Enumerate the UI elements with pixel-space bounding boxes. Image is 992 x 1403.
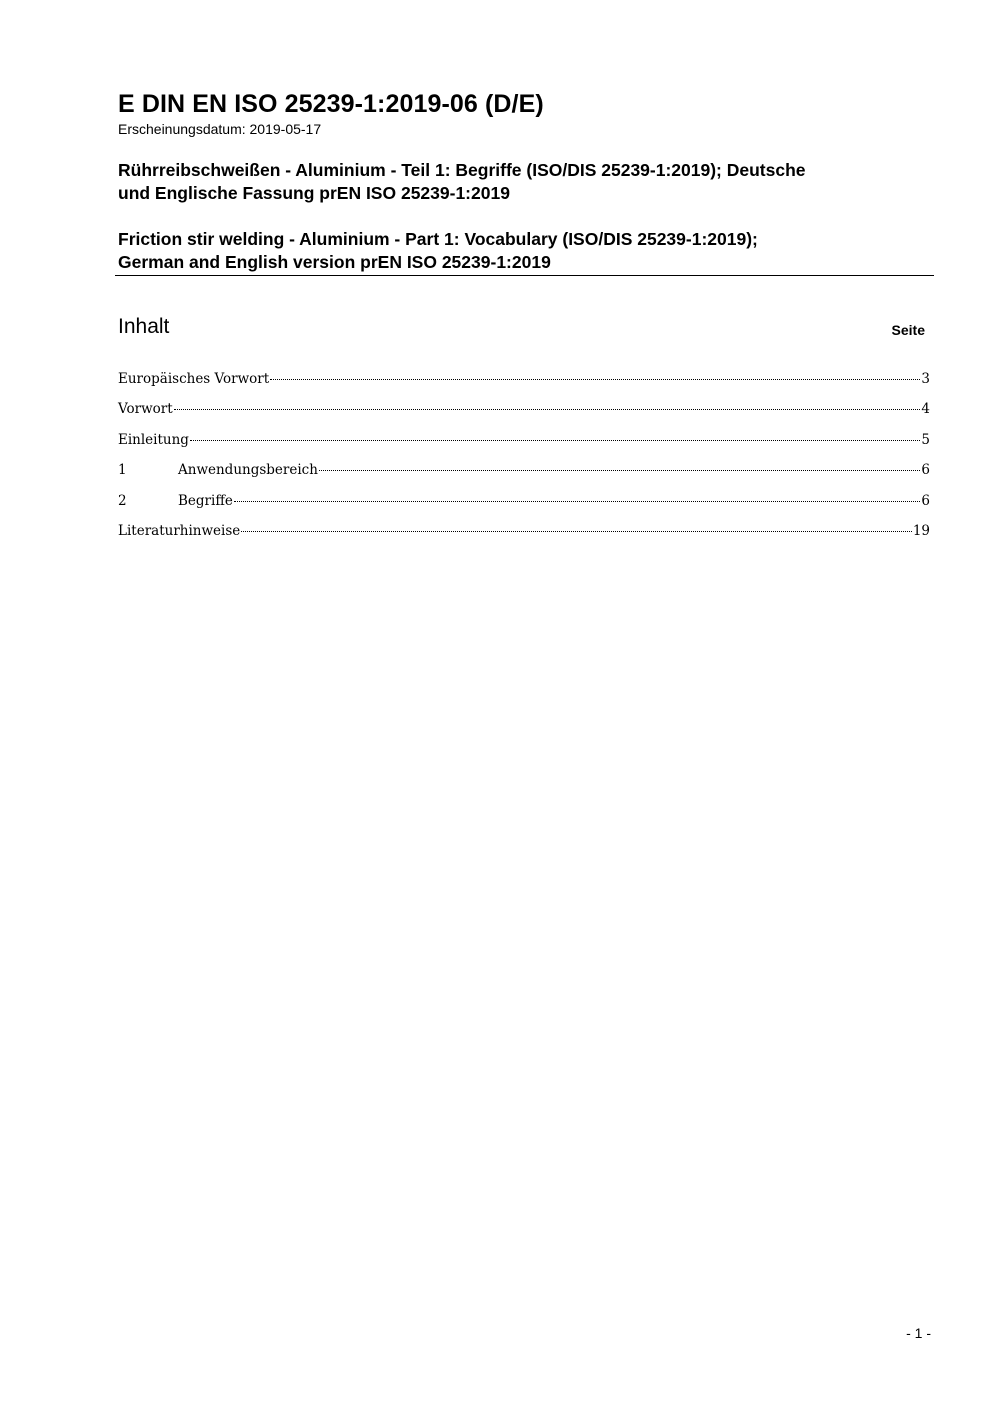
toc-entry-page: 6 — [921, 492, 930, 509]
toc-entry-label: Europäisches Vorwort — [118, 371, 270, 387]
toc-entry-europaeisches-vorwort[interactable] — [118, 371, 930, 401]
toc-entry-label: Vorwort — [118, 401, 173, 418]
title-german-line-1: Rührreibschweißen - Aluminium - Teil 1: Begriffe (ISO/DIS 25239-1:2019); Deutsche — [118, 160, 806, 180]
toc-entry-label: Anwendungsbereich — [178, 462, 318, 479]
title-german — [118, 159, 938, 205]
toc-entry-label: Begriffe — [178, 492, 233, 509]
toc-entry-anwendungsbereich[interactable] — [118, 462, 930, 492]
toc-entry-literaturhinweise[interactable] — [118, 523, 930, 553]
toc-entry-vorwort[interactable] — [118, 401, 930, 431]
document-id: E DIN EN ISO 25239-1:2019-06 (D/E) — [118, 90, 544, 118]
toc-heading: Inhalt — [118, 315, 170, 338]
toc-entry-begriffe[interactable] — [118, 493, 930, 523]
toc-entry-einleitung[interactable] — [118, 432, 930, 462]
toc-dot-leader — [234, 501, 921, 502]
table-of-contents — [118, 371, 930, 553]
toc-entry-number: 1 — [118, 462, 127, 479]
toc-dot-leader — [270, 379, 920, 380]
toc-dot-leader — [190, 440, 920, 441]
publication-date: Erscheinungsdatum: 2019-05-17 — [118, 121, 322, 137]
header-divider — [115, 275, 934, 276]
toc-dot-leader — [241, 531, 912, 532]
toc-entry-page: 6 — [921, 462, 930, 479]
toc-dot-leader — [174, 409, 921, 410]
toc-entry-page: 5 — [921, 431, 930, 448]
title-german-line-2: und Englische Fassung prEN ISO 25239-1:2019 — [118, 183, 510, 203]
toc-entry-page: 3 — [921, 371, 930, 387]
page-number: - 1 - — [906, 1325, 931, 1341]
title-english — [118, 228, 938, 274]
title-english-line-2: German and English version prEN ISO 25239-1:2019 — [118, 252, 551, 272]
toc-entry-page: 4 — [921, 401, 930, 418]
toc-entry-page: 19 — [912, 522, 930, 539]
toc-page-column-label: Seite — [891, 322, 925, 338]
toc-dot-leader — [319, 470, 920, 471]
toc-entry-number: 2 — [118, 492, 127, 509]
title-english-line-1: Friction stir welding - Aluminium - Part 1: Vocabulary (ISO/DIS 25239-1:2019); — [118, 229, 758, 249]
toc-entry-label: Literaturhinweise — [118, 522, 241, 539]
toc-entry-label: Einleitung — [118, 431, 189, 448]
